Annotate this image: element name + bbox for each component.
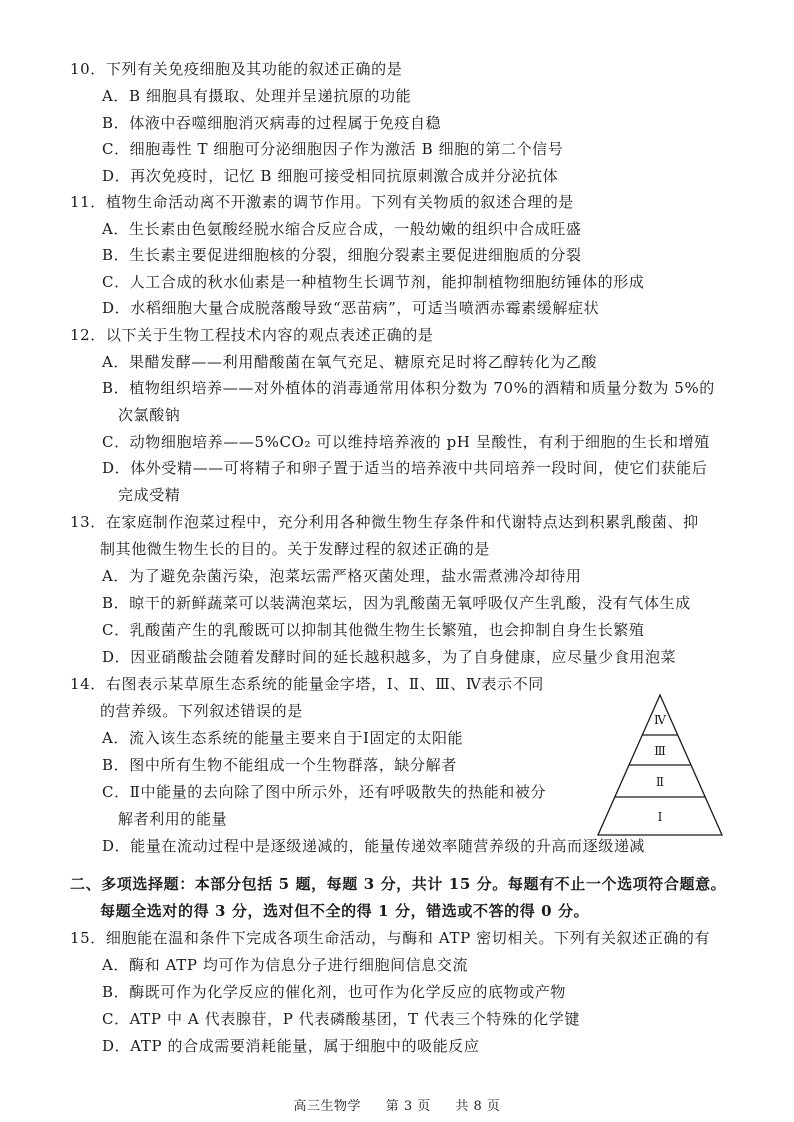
q12-stem: 12．以下关于生物工程技术内容的观点表述正确的是 — [70, 326, 434, 344]
q11-option-a: A．生长素由色氨酸经脱水缩合反应合成，一般幼嫩的组织中合成旺盛 — [102, 220, 582, 238]
page-footer — [0, 1095, 794, 1114]
footer-subject: 高三生物学 — [293, 1099, 362, 1114]
q14-option-a: A．流入该生态系统的能量主要来自于Ⅰ固定的太阳能 — [102, 729, 464, 747]
q13-stem: 13．在家庭制作泡菜过程中，充分利用各种微生物生存条件和代谢特点达到积累乳酸菌、抑 — [70, 513, 699, 531]
q14-stem: 14．右图表示某草原生态系统的能量金字塔，Ⅰ、Ⅱ、Ⅲ、Ⅳ表示不同 — [70, 675, 544, 693]
q14-option-d: D．能量在流动过程中是逐级递减的，能量传递效率随营养级的升高而逐级递减 — [102, 837, 646, 855]
q12-option-b: B．植物组织培养——对外植体的消毒通常用体积分数为 70%的酒精和质量分数为 5%的 — [102, 379, 715, 397]
footer-page-number: 第 3 页 — [385, 1099, 431, 1114]
q10-stem: 10．下列有关免疫细胞及其功能的叙述正确的是 — [70, 60, 403, 78]
q11-option-c: C．人工合成的秋水仙素是一种植物生长调节剂，能抑制植物细胞纺锤体的形成 — [102, 273, 645, 291]
q13-option-b: B．晾干的新鲜蔬菜可以装满泡菜坛，因为乳酸菌无氧呼吸仅产生乳酸，没有气体生成 — [102, 594, 691, 612]
q11-stem: 11．植物生命活动离不开激素的调节作用。下列有关物质的叙述合理的是 — [70, 193, 574, 211]
pyramid-level-2-label: Ⅱ — [655, 775, 665, 789]
pyramid-level-3-label: Ⅲ — [654, 744, 666, 758]
footer-total-pages: 共 8 页 — [455, 1099, 501, 1114]
section-2-instructions: 每题全选对的得 3 分，选对但不全的得 1 分，错选或不答的得 0 分。 — [100, 902, 590, 920]
pyramid-level-4-label: Ⅳ — [654, 713, 666, 727]
q10-option-d: D．再次免疫时，记忆 B 细胞可接受相同抗原刺激合成并分泌抗体 — [102, 167, 559, 185]
q15-option-c: C．ATP 中 A 代表腺苷，P 代表磷酸基团，T 代表三个特殊的化学键 — [102, 1010, 580, 1028]
q15-option-a: A．酶和 ATP 均可作为信息分子进行细胞间信息交流 — [102, 956, 469, 974]
q13-option-c: C．乳酸菌产生的乳酸既可以抑制其他微生物生长繁殖，也会抑制自身生长繁殖 — [102, 621, 645, 639]
q15-option-b: B．酶既可作为化学反应的催化剂，也可作为化学反应的底物或产物 — [102, 983, 567, 1001]
q12-option-b-cont: 次氯酸钠 — [118, 406, 181, 424]
q10-option-a: A．B 细胞具有摄取、处理并呈递抗原的功能 — [102, 87, 412, 105]
q11-option-b: B．生长素主要促进细胞核的分裂，细胞分裂素主要促进细胞质的分裂 — [102, 246, 582, 264]
q15-option-d: D．ATP 的合成需要消耗能量，属于细胞中的吸能反应 — [102, 1037, 480, 1055]
q12-option-a: A．果醋发酵——利用醋酸菌在氧气充足、糖原充足时将乙醇转化为乙酸 — [102, 353, 598, 371]
q13-option-d: D．因亚硝酸盐会随着发酵时间的延长越积越多，为了自身健康，应尽量少食用泡菜 — [102, 648, 677, 666]
q10-option-b: B．体液中吞噬细胞消灭病毒的过程属于免疫自稳 — [102, 114, 442, 132]
q13-option-a: A．为了避免杂菌污染，泡菜坛需严格灭菌处理，盐水需煮沸冷却待用 — [102, 567, 582, 585]
q14-option-c-cont: 解者利用的能量 — [118, 810, 228, 828]
q14-stem-cont: 的营养级。下列叙述错误的是 — [100, 702, 303, 720]
q12-option-d-cont: 完成受精 — [118, 486, 181, 504]
q11-option-d: D．水稻细胞大量合成脱落酸导致“恶苗病”，可适当喷洒赤霉素缓解症状 — [102, 299, 600, 317]
q15-stem: 15．细胞能在温和条件下完成各项生命活动，与酶和 ATP 密切相关。下列有关叙述正确的有 — [70, 929, 711, 947]
q13-stem-cont: 制其他微生物生长的目的。关于发酵过程的叙述正确的是 — [100, 540, 491, 558]
q10-option-c: C．细胞毒性 T 细胞可分泌细胞因子作为激活 B 细胞的第二个信号 — [102, 140, 564, 158]
energy-pyramid-figure — [595, 693, 725, 843]
section-2-heading: 二、多项选择题：本部分包括 5 题，每题 3 分，共计 15 分。每题有不止一个选项符合题意。 — [70, 875, 727, 893]
q14-option-b: B．图中所有生物不能组成一个生物群落，缺分解者 — [102, 756, 457, 774]
q12-option-c: C．动物细胞培养——5%CO₂ 可以维持培养液的 pH 呈酸性，有利于细胞的生长和增殖 — [102, 433, 710, 451]
pyramid-level-1-label: Ⅰ — [657, 810, 663, 824]
q12-option-d: D．体外受精——可将精子和卵子置于适当的培养液中共同培养一段时间，使它们获能后 — [102, 459, 708, 477]
q14-option-c: C．Ⅱ中能量的去向除了图中所示外，还有呼吸散失的热能和被分 — [102, 783, 547, 801]
